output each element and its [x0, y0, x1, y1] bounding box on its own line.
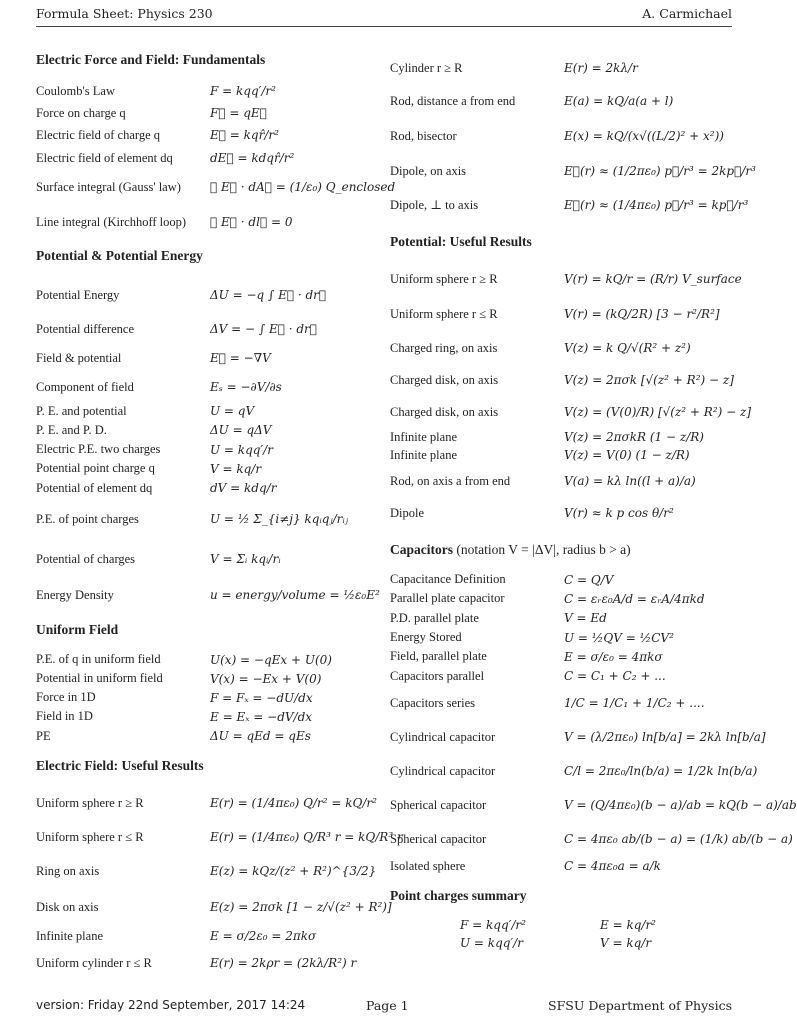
formula-row	[390, 84, 736, 118]
formula-label: Field & potential	[36, 350, 122, 365]
formula-row	[36, 146, 372, 170]
section	[390, 888, 736, 952]
section-heading	[390, 234, 736, 250]
formula-label: Infinite plane	[390, 447, 457, 462]
formula-label: Surface integral (Gauss' law)	[36, 179, 181, 194]
formula-equation: V = Σᵢ kqᵢ/rᵢ	[210, 552, 281, 566]
formula-row	[36, 276, 372, 314]
formula-label: Spherical capacitor	[390, 831, 487, 846]
formula-equation: E⃗ = −∇V	[210, 351, 271, 365]
formula-equation: u = energy/volume = ½ε₀E²	[210, 588, 380, 602]
formula-equation: V(r) = kQ/r = (R/r) V_surface	[564, 272, 742, 286]
formula-equation: E = σ/2ε₀ = 2πkσ	[210, 929, 317, 943]
formula-label: Isolated sphere	[390, 858, 466, 873]
formula-row	[36, 420, 372, 440]
formula-row	[36, 102, 372, 124]
formula-row	[390, 570, 736, 589]
formula-row	[390, 608, 736, 628]
department-label: SFSU Department of Physics	[548, 998, 732, 1013]
formula-row	[390, 856, 736, 876]
formula-row	[36, 478, 372, 498]
section-title: Potential & Potential Energy	[36, 248, 203, 263]
formula-label: Coulomb's Law	[36, 83, 115, 98]
formula-label: Potential of element dq	[36, 480, 153, 495]
formula-label: P. E. and P. D.	[36, 422, 107, 437]
formula-equation: V(z) = 2πσk [√(z² + R²) − z]	[564, 373, 734, 387]
formula-label: Dipole, on axis	[390, 163, 467, 178]
formula-row	[390, 428, 736, 446]
formula-row	[390, 262, 742, 296]
section-heading	[36, 622, 372, 638]
formula-equation: 1/C = 1/C₁ + 1/C₂ + ....	[564, 696, 705, 710]
formula-row	[36, 372, 372, 402]
section-title: Electric Field: Useful Results	[36, 758, 204, 773]
formula-equation: E(z) = kQz/(z² + R²)^{3/2}	[210, 864, 377, 878]
formula-row	[390, 589, 736, 608]
formula-row	[390, 686, 736, 720]
formula-row	[36, 204, 372, 240]
formula-row	[36, 498, 372, 540]
summary-formula: U = kqq′/r	[460, 936, 523, 950]
formula-equation: V = kq/r	[210, 461, 262, 476]
formula-equation: F = Fₓ = −dU/dx	[210, 690, 313, 705]
formula-label: Spherical capacitor	[390, 797, 487, 812]
section-title: Uniform Field	[36, 622, 119, 637]
formula-equation: V(z) = V(0) (1 − z/R)	[564, 448, 690, 462]
formula-label: P.E. of q in uniform field	[36, 652, 161, 666]
formula-row	[390, 364, 736, 396]
formula-equation: E(r) = (1/4πε₀) Q/R³ r = kQ/R³ r	[210, 830, 403, 844]
sheet-title: Formula Sheet: Physics 230	[36, 6, 213, 21]
formula-equation: E(a) = kQ/a(a + l)	[564, 94, 674, 108]
formula-row	[390, 822, 793, 856]
section	[390, 234, 751, 528]
formula-label: Field, parallel plate	[390, 649, 487, 663]
right-column	[390, 52, 797, 952]
formula-equation: ∮ E⃗ · dl⃗ = 0	[210, 215, 293, 229]
formula-equation: E⃗ = kqr̂/r²	[210, 128, 279, 142]
formula-label: Uniform sphere r ≤ R	[36, 829, 144, 844]
section-heading	[36, 758, 372, 774]
formula-row	[36, 854, 377, 888]
formula-row	[36, 669, 372, 688]
formula-label: Rod, on axis a from end	[390, 473, 511, 488]
formula-row	[36, 888, 392, 926]
section	[390, 52, 756, 222]
formula-label: Dipole, ⊥ to axis	[390, 198, 479, 212]
section	[36, 758, 403, 980]
formula-row	[36, 926, 372, 946]
formula-equation: V(a) = kλ ln((l + a)/a)	[564, 474, 696, 488]
formula-row	[36, 124, 372, 146]
formula-equation: ∮ E⃗ · dA⃗ = (1/ε₀) Q_enclosed	[210, 180, 396, 194]
formula-row	[36, 440, 372, 459]
formula-row	[36, 170, 396, 204]
formula-label: Charged disk, on axis	[390, 404, 499, 419]
formula-row	[390, 464, 736, 498]
formula-label: Rod, bisector	[390, 128, 457, 143]
formula-row	[390, 332, 736, 364]
formula-row	[36, 946, 372, 980]
formula-row	[390, 754, 758, 788]
formula-label: Capacitors series	[390, 695, 476, 710]
formula-label: Force in 1D	[36, 690, 96, 704]
formula-equation: V(z) = (V(0)/R) [√(z² + R²) − z]	[564, 405, 751, 419]
formula-label: Field in 1D	[36, 709, 93, 723]
formula-row	[36, 540, 372, 578]
formula-row	[36, 402, 372, 420]
formula-row	[390, 296, 736, 332]
formula-label: Energy Stored	[390, 630, 462, 644]
formula-equation: V = (λ/2πε₀) ln[b/a] = 2kλ ln[b/a]	[564, 730, 766, 744]
section-heading	[36, 52, 372, 68]
formula-row	[36, 459, 372, 478]
formula-equation: E = Eₓ = −dV/dx	[210, 709, 313, 724]
formula-equation: F = kqq′/r²	[210, 84, 276, 98]
formula-label: Electric field of charge q	[36, 127, 161, 142]
formula-row	[390, 154, 756, 188]
formula-equation: E(r) = (1/4πε₀) Q/r² = kQ/r²	[210, 796, 377, 810]
formula-row	[36, 578, 380, 612]
formula-row	[390, 52, 736, 84]
formula-equation: V = Ed	[564, 611, 607, 625]
formula-equation: F⃗ = qE⃗	[210, 106, 267, 120]
formula-equation: ΔU = −q ∫ E⃗ · dr⃗	[210, 288, 327, 302]
formula-equation: ΔV = − ∫ E⃗ · dr⃗	[210, 322, 317, 336]
page-footer	[36, 998, 732, 1016]
formula-row	[390, 118, 736, 154]
section-title: Potential: Useful Results	[390, 234, 532, 249]
summary-formula: V = kq/r	[600, 936, 652, 950]
formula-row	[36, 726, 372, 746]
header-rule	[36, 26, 732, 27]
formula-label: Potential in uniform field	[36, 671, 163, 685]
formula-label: Disk on axis	[36, 899, 99, 914]
formula-equation: dE⃗ = kdqr̂/r²	[210, 151, 295, 165]
section-heading	[390, 888, 736, 904]
formula-label: Rod, distance a from end	[390, 93, 516, 108]
formula-label: Force on charge q	[36, 105, 126, 120]
formula-equation: E = σ/ε₀ = 4πkσ	[564, 649, 663, 664]
summary-formula: E = kq/r²	[600, 918, 656, 932]
formula-row	[390, 788, 797, 822]
formula-equation: U(x) = −qEx + U(0)	[210, 652, 332, 667]
formula-row	[36, 707, 372, 726]
section-heading	[390, 542, 736, 558]
version-label: version: Friday 22nd September, 2017 14:24	[36, 998, 306, 1012]
section	[36, 52, 396, 240]
formula-label: Uniform cylinder r ≤ R	[36, 955, 152, 970]
formula-label: Capacitors parallel	[390, 668, 485, 683]
formula-equation: U = ½QV = ½CV²	[564, 630, 674, 645]
formula-equation: V(z) = 2πσkR (1 − z/R)	[564, 430, 704, 444]
formula-label: Cylinder r ≥ R	[390, 60, 463, 75]
formula-row	[36, 80, 372, 102]
formula-equation: U = kqq′/r	[210, 442, 273, 457]
formula-label: Potential Energy	[36, 287, 120, 302]
formula-label: Potential of charges	[36, 551, 136, 566]
formula-equation: C = Q/V	[564, 572, 614, 587]
section-title: Electric Force and Field: Fundamentals	[36, 52, 266, 67]
formula-equation: U = ½ Σ_{i≠j} kqᵢqⱼ/rᵢⱼ	[210, 512, 349, 526]
formula-row	[36, 314, 372, 344]
formula-label: P.D. parallel plate	[390, 610, 479, 625]
formula-label: Charged disk, on axis	[390, 372, 499, 387]
formula-row	[36, 688, 372, 707]
formula-equation: V = (Q/4πε₀)(b − a)/ab = kQ(b − a)/ab	[564, 798, 797, 812]
summary-formula: F = kqq′/r²	[460, 918, 526, 932]
page-header	[36, 6, 732, 26]
formula-label: Parallel plate capacitor	[390, 591, 505, 605]
formula-row	[36, 786, 377, 820]
formula-label: Uniform sphere r ≤ R	[390, 306, 498, 321]
section	[390, 542, 797, 876]
formula-label: Line integral (Kirchhoff loop)	[36, 214, 187, 229]
formula-label: Electric field of element dq	[36, 150, 173, 165]
formula-row	[390, 628, 736, 647]
formula-row	[390, 666, 736, 686]
formula-equation: C = C₁ + C₂ + ...	[564, 669, 666, 683]
section	[36, 622, 372, 746]
point-charge-summary	[460, 916, 736, 952]
formula-label: Uniform sphere r ≥ R	[390, 271, 498, 286]
formula-equation: C = εᵣε₀A/d = εᵣA/4πkd	[564, 591, 705, 606]
formula-equation: E⃗(r) ≈ (1/4πε₀) p⃗/r³ = kp⃗/r³	[564, 198, 749, 212]
left-column	[36, 52, 403, 980]
formula-equation: V(x) = −Ex + V(0)	[210, 671, 322, 686]
formula-equation: E(r) = 2kλ/r	[564, 61, 638, 75]
formula-row	[390, 498, 736, 528]
formula-label: P.E. of point charges	[36, 511, 139, 526]
author-name: A. Carmichael	[642, 6, 732, 21]
formula-label: P. E. and potential	[36, 403, 127, 418]
formula-equation: C = 4πε₀ ab/(b − a) = (1/k) ab/(b − a)	[564, 832, 793, 846]
page-number: Page 1	[366, 998, 409, 1013]
formula-label: Cylindrical capacitor	[390, 763, 496, 778]
formula-label: Potential point charge q	[36, 461, 155, 475]
section-title: Point charges summary	[390, 888, 527, 903]
formula-equation: E(z) = 2πσk [1 − z/√(z² + R²)]	[210, 900, 392, 914]
formula-row	[390, 396, 751, 428]
formula-row	[390, 647, 736, 666]
section-heading	[36, 248, 372, 264]
formula-equation: dV = kdq/r	[210, 481, 277, 495]
formula-row	[390, 446, 736, 464]
formula-row	[36, 344, 372, 372]
formula-label: Electric P.E. two charges	[36, 442, 161, 456]
formula-equation: E⃗(r) ≈ (1/2πε₀) p⃗/r³ = 2kp⃗/r³	[564, 164, 756, 178]
formula-label: Charged ring, on axis	[390, 340, 498, 355]
formula-label: Dipole	[390, 505, 425, 520]
formula-equation: V(z) = k Q/√(R² + z²)	[564, 341, 691, 355]
formula-label: Infinite plane	[390, 429, 457, 444]
formula-equation: E(r) = 2kρr = (2kλ/R²) r	[210, 956, 357, 970]
formula-label: Energy Density	[36, 587, 114, 602]
formula-row	[36, 820, 403, 854]
section-title: Capacitors	[390, 542, 453, 557]
formula-equation: E(x) = kQ/(x√((L/2)² + x²))	[564, 129, 724, 143]
formula-label: Capacitance Definition	[390, 572, 506, 586]
formula-equation: Eₛ = −∂V/∂s	[210, 380, 282, 394]
formula-equation: V(r) = (kQ/2R) [3 − r²/R²]	[564, 307, 720, 321]
formula-label: Ring on axis	[36, 863, 100, 878]
formula-equation: U = qV	[210, 404, 255, 418]
formula-label: Uniform sphere r ≥ R	[36, 795, 144, 810]
formula-equation: ΔU = qΔV	[210, 423, 272, 437]
formula-row	[390, 188, 749, 222]
formula-equation: C/l = 2πε₀/ln(b/a) = 1/2k ln(b/a)	[564, 764, 758, 778]
section-title-note: (notation V = |ΔV|, radius b > a)	[453, 542, 631, 557]
formula-label: Infinite plane	[36, 928, 103, 943]
formula-equation: C = 4πε₀a = a/k	[564, 859, 661, 873]
formula-equation: V(r) ≈ k p cos θ/r²	[564, 506, 674, 520]
formula-label: Potential difference	[36, 321, 134, 336]
section	[36, 248, 380, 612]
formula-row	[36, 650, 372, 669]
formula-equation: ΔU = qEd = qEs	[210, 729, 311, 743]
formula-label: Cylindrical capacitor	[390, 729, 496, 744]
formula-label: PE	[36, 728, 51, 743]
formula-row	[390, 720, 766, 754]
formula-label: Component of field	[36, 379, 134, 394]
